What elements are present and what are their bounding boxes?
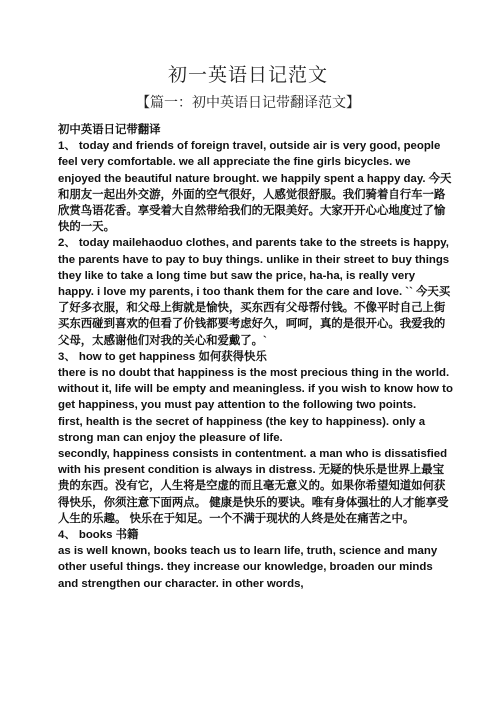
section-heading: 【篇一：初中英语日记带翻译范文】	[136, 95, 360, 111]
paragraph-3-intro: there is no doubt that happiness is the most precious thing in the world. without it, life will be empty and meaningless. if you wish to know how to get happiness, you must pay attention to the following two points.	[58, 367, 453, 412]
paragraph-2: 2、 today mailehaoduo clothes, and parents take to the streets is happy, the parents have to pay to buy things. unlike in their street to buy things they like to take a long time but saw the price, ha-ha, is really very happy. i love my parents, i too thank them for the care and love. `` 今天买了好多衣服，和父母上街就是愉快，买东西有父母帮付钱。不像平时自己上街买东西碰到喜欢的但看了价钱都要考虑好久，呵呵，真的是很开心。我爱我的父母，太感谢他们对我的关心和爱戴了。`	[58, 237, 451, 347]
paragraph-1: 1、 today and friends of foreign travel, outside air is very good, people feel very comfortable. we all appreciate the fine girls bicycles. we enjoyed the beautiful nature brought. we happily spent a happy day. 今天和朋友一起出外交游，外面的空气很好，人感觉很舒服。我们骑着自行车一路欣赏鸟语花香。享受着大自然带给我们的无限美好。大家开开心心地度过了愉快的一天。	[58, 140, 452, 234]
paragraph-3-point-2: secondly, happiness consists in contentment. a man who is dissatisfied with his present condition is always in distress. 无疑的快乐是世界上最宝贵的东西。没有它，人生将是空虚的而且毫无意义的。如果你希望知道如何获得快乐，你须注意下面两点。 健康是快乐的要诀。唯有身体强壮的人才能享受人生的乐趣。 快乐在于知足。一个不满于现状的人终是处在痛苦之中。	[58, 448, 449, 525]
paragraph-4-text: as is well known, books teach us to learn life, truth, science and many other useful things. they increase our knowledge, broaden our minds and strengthen our character. in other words,	[58, 545, 438, 590]
paragraph-4-heading: 4、 books 书籍	[58, 529, 139, 542]
article-body	[58, 122, 454, 592]
paragraph-3-point-1: first, health is the secret of happiness (the key to happiness). only a strong man can enjoy the pleasure of life.	[58, 415, 426, 444]
paragraph-3-heading: 3、 how to get happiness 如何获得快乐	[58, 350, 267, 363]
page-title: 初一英语日记范文	[167, 64, 328, 86]
article-heading: 初中英语日记带翻译	[58, 124, 161, 136]
